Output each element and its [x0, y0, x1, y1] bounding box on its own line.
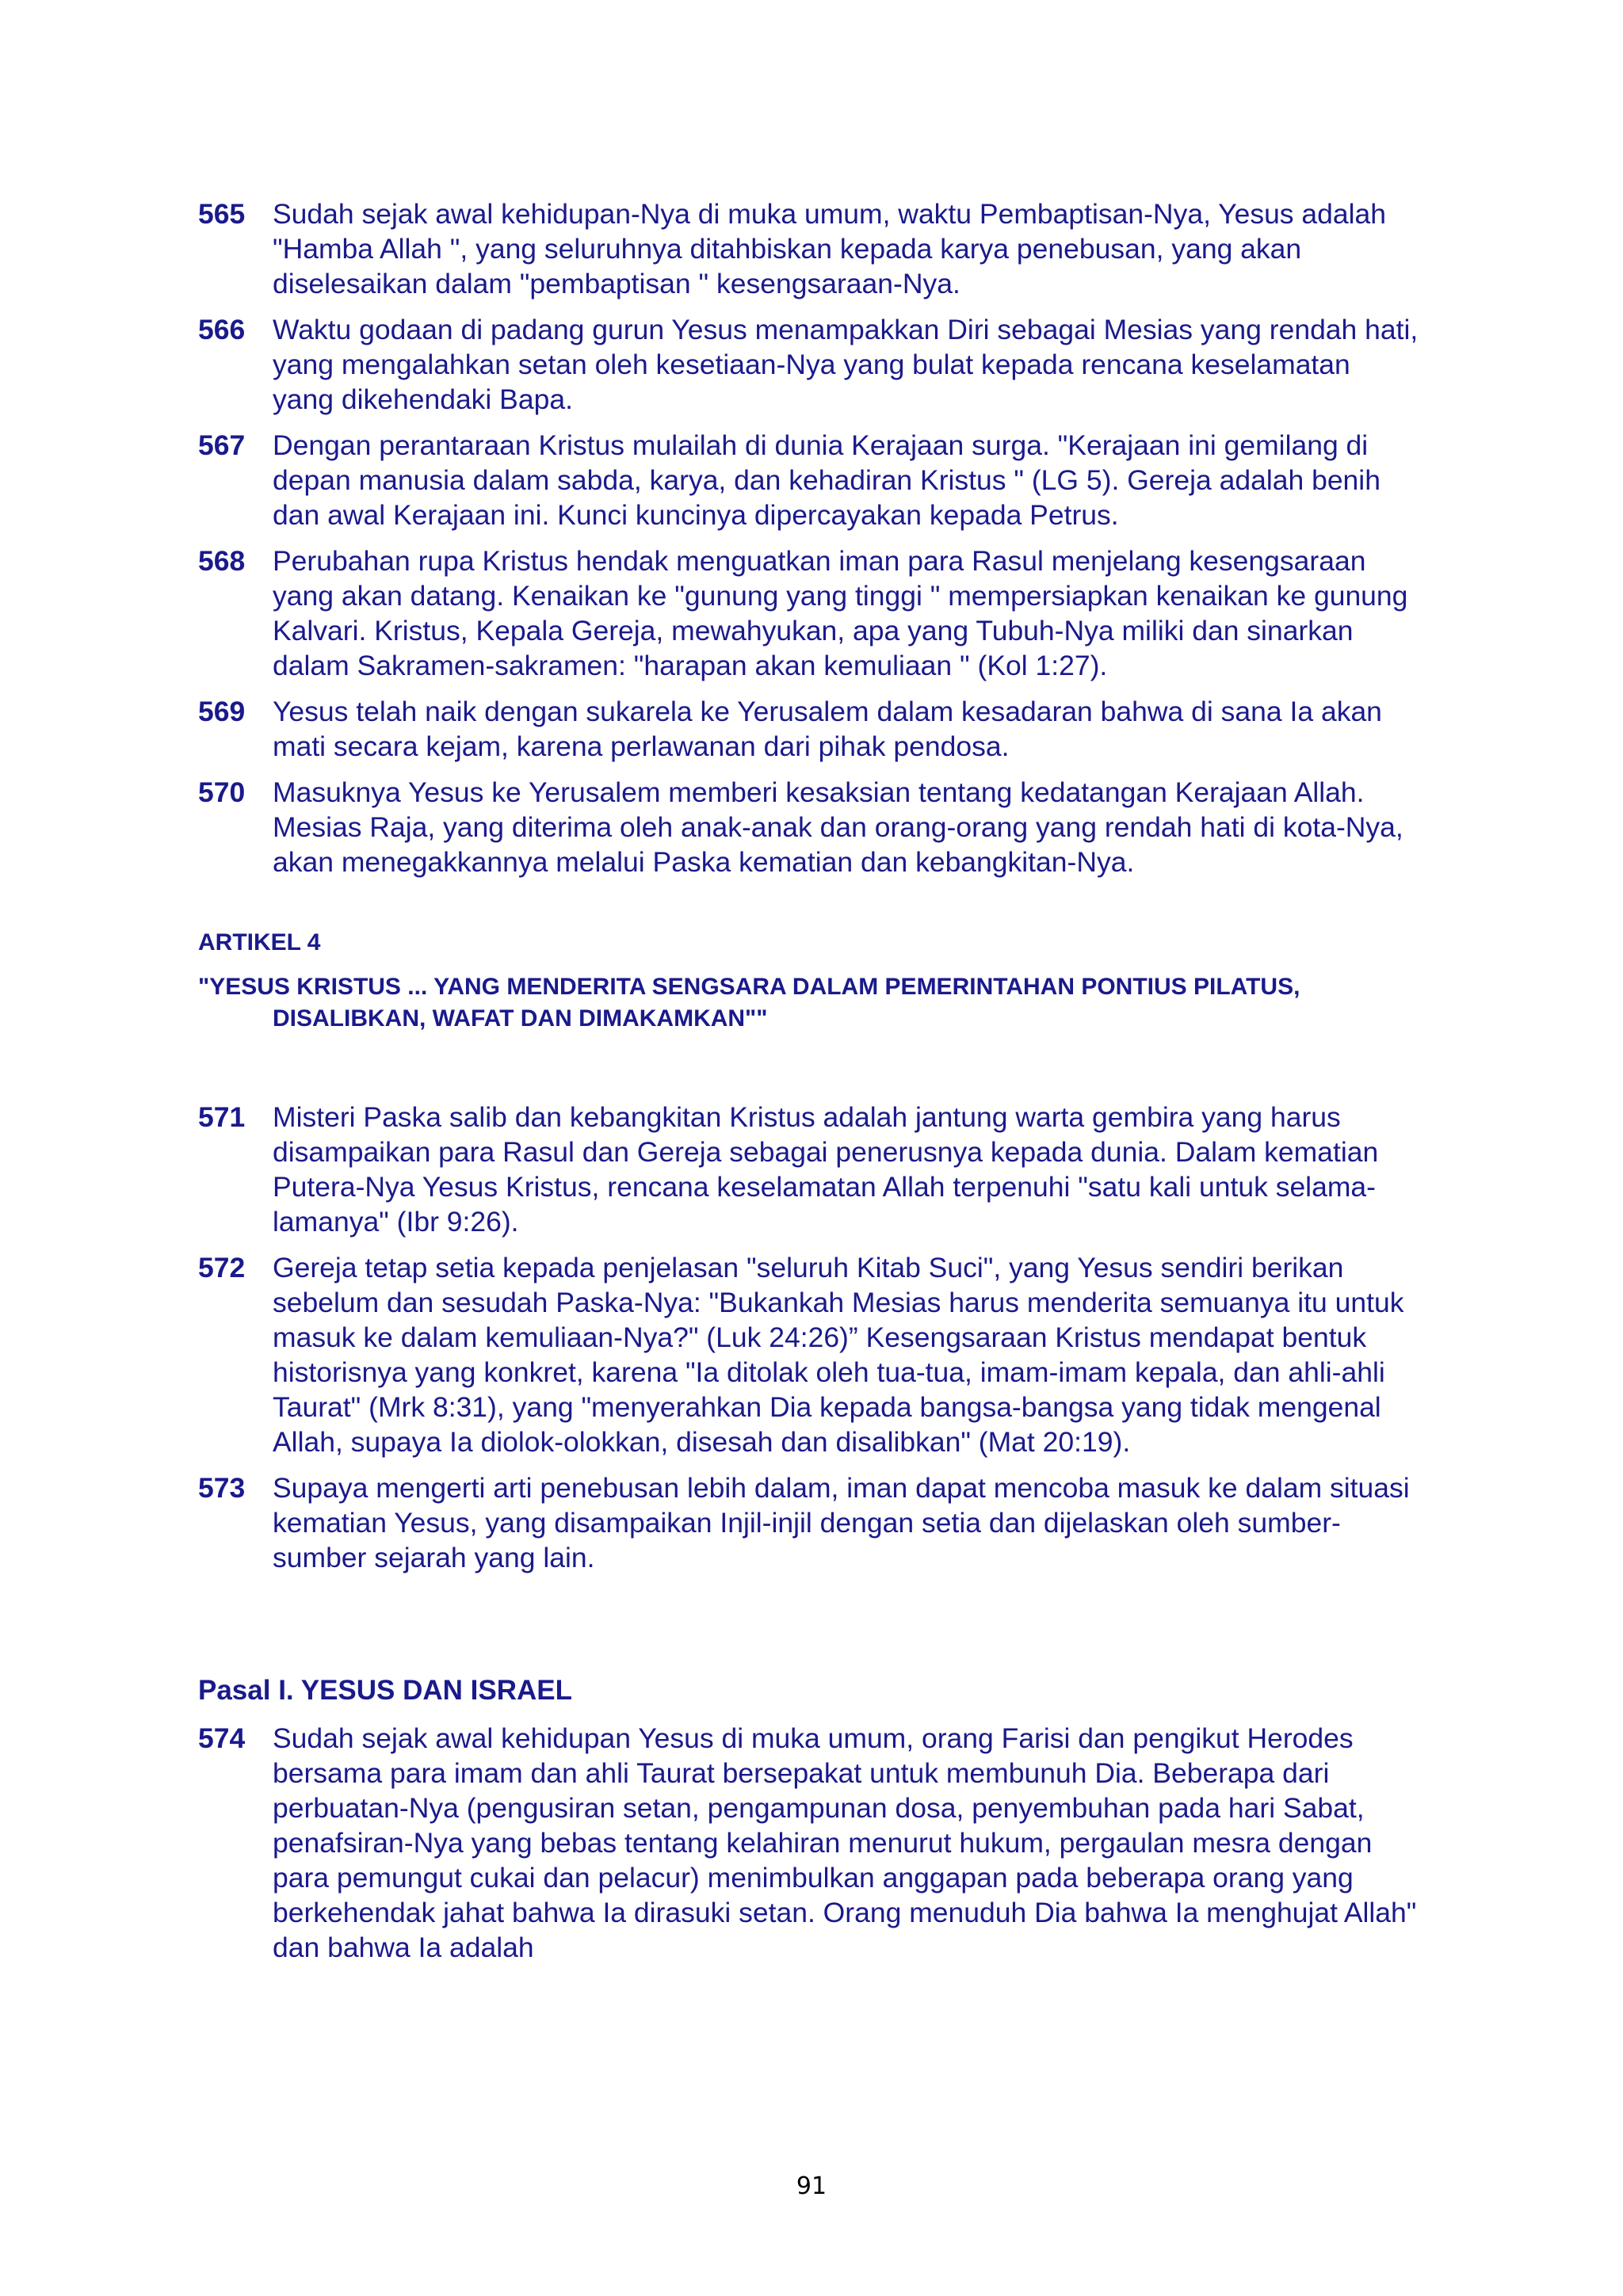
- paragraph-text: Waktu godaan di padang gurun Yesus menampakkan Diri sebagai Mesias yang rendah hati, yang mengalahkan setan oleh kesetiaan-Nya yang bulat kepada rencana keselamatan yang dikehendaki Bapa.: [273, 314, 1419, 415]
- page-content: [198, 196, 1419, 1978]
- paragraph-text: Gereja tetap setia kepada penjelasan "seluruh Kitab Suci", yang Yesus sendiri berikan sebelum dan sesudah Paska-Nya: "Bukankah Mesias harus menderita semuanya itu untuk masuk ke dalam kemuliaan-Nya?" (Luk 24:26)” Kesengsaraan Kristus mendapat bentuk historisnya yang konkret, karena "Ia ditolak oleh tua-tua, imam-imam kepala, dan ahli-ahli Taurat" (Mrk 8:31), yang "menyerahkan Dia kepada bangsa-bangsa yang tidak mengenal Allah, supaya Ia diolok-olokkan, disesah dan disalibkan" (Mat 20:19).: [273, 1252, 1404, 1458]
- paragraph-text: Sudah sejak awal kehidupan-Nya di muka umum, waktu Pembaptisan-Nya, Yesus adalah "Hamba Allah ", yang seluruhnya ditahbiskan kepada karya penebusan, yang akan diselesaikan dalam "pembaptisan " kesengsaraan-Nya.: [273, 198, 1387, 299]
- paragraph-number: 566: [198, 314, 246, 345]
- paragraph-number: 574: [198, 1722, 246, 1754]
- paragraph-text: Misteri Paska salib dan kebangkitan Kristus adalah jantung warta gembira yang harus disampaikan para Rasul dan Gereja sebagai penerusnya kepada dunia. Dalam kematian Putera-Nya Yesus Kristus, rencana keselamatan Allah terpenuhi "satu kali untuk selama-lamanya" (Ibr 9:26).: [273, 1101, 1379, 1238]
- paragraph-text: Yesus telah naik dengan sukarela ke Yerusalem dalam kesadaran bahwa di sana Ia akan mati secara kejam, karena perlawanan dari pihak pendosa.: [273, 696, 1382, 762]
- paragraph-number: 565: [198, 198, 246, 230]
- paragraph-565: [198, 196, 1419, 301]
- paragraph-number: 571: [198, 1101, 246, 1133]
- paragraph-number: 570: [198, 776, 246, 808]
- paragraph-text: Perubahan rupa Kristus hendak menguatkan iman para Rasul menjelang kesengsaraan yang akan datang. Kenaikan ke "gunung yang tinggi " mempersiapkan kenaikan ke gunung Kalvari. Kristus, Kepala Gereja, mewahyukan, apa yang Tubuh-Nya miliki dan sinarkan dalam Sakramen-sakramen: "harapan akan kemuliaan " (Kol 1:27).: [273, 545, 1408, 681]
- paragraph-570: [198, 775, 1419, 879]
- paragraph-number: 569: [198, 696, 246, 727]
- paragraph-text: Sudah sejak awal kehidupan Yesus di muka umum, orang Farisi dan pengikut Herodes bersama para imam dan ahli Taurat bersepakat untuk membunuh Dia. Beberapa dari perbuatan-Nya (pengusiran setan, pengampunan dosa, penyembuhan pada hari Sabat, penafsiran-Nya yang bebas tentang kelahiran menurut hukum, pergaulan mesra dengan para pemungut cukai dan pelacur) menimbulkan anggapan pada beberapa orang yang berkehendak jahat bahwa Ia dirasuki setan. Orang menuduh Dia bahwa Ia menghujat Allah" dan bahwa Ia adalah: [273, 1722, 1417, 1963]
- paragraph-text: Dengan perantaraan Kristus mulailah di dunia Kerajaan surga. "Kerajaan ini gemilang di depan manusia dalam sabda, karya, dan kehadiran Kristus " (LG 5). Gereja adalah benih dan awal Kerajaan ini. Kunci kuncinya dipercayakan kepada Petrus.: [273, 429, 1381, 531]
- paragraph-569: [198, 694, 1419, 764]
- paragraph-566: [198, 312, 1419, 417]
- paragraph-text: Masuknya Yesus ke Yerusalem memberi kesaksian tentang kedatangan Kerajaan Allah. Mesias Raja, yang diterima oleh anak-anak dan orang-orang yang rendah hati di kota-Nya, akan menegakkannya melalui Paska kematian dan kebangkitan-Nya.: [273, 776, 1403, 878]
- paragraph-number: 567: [198, 429, 246, 461]
- paragraph-number: 572: [198, 1252, 246, 1283]
- paragraph-574: [198, 1721, 1419, 1965]
- paragraph-text: Supaya mengerti arti penebusan lebih dalam, iman dapat mencoba masuk ke dalam situasi kematian Yesus, yang disampaikan Injil-injil dengan setia dan dijelaskan oleh sumber-sumber sejarah yang lain.: [273, 1472, 1410, 1573]
- article-title: "YESUS KRISTUS ... YANG MENDERITA SENGSARA DALAM PEMERINTAHAN PONTIUS PILATUS, DISALIBKAN, WAFAT DAN DIMAKAMKAN"": [198, 974, 1300, 1032]
- paragraph-571: [198, 1100, 1419, 1239]
- page-number: 91: [796, 2172, 827, 2200]
- paragraph-567: [198, 428, 1419, 532]
- paragraph-573: [198, 1470, 1419, 1575]
- section-heading: Pasal I. YESUS DAN ISRAEL: [198, 1675, 573, 1706]
- paragraph-number: 568: [198, 545, 246, 577]
- article-label: ARTIKEL 4: [198, 929, 321, 955]
- paragraph-number: 573: [198, 1472, 246, 1504]
- paragraph-568: [198, 543, 1419, 683]
- paragraph-572: [198, 1250, 1419, 1459]
